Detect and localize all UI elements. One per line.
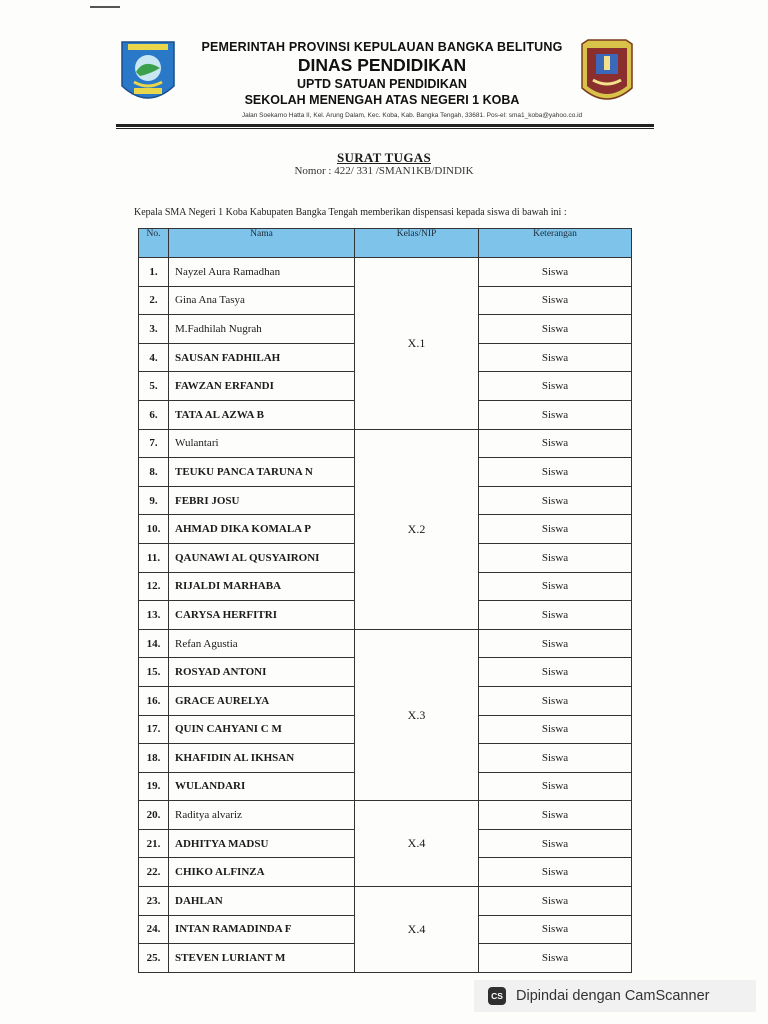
header-keterangan: Keterangan <box>479 229 632 258</box>
camscanner-icon: CS <box>488 987 506 1005</box>
row-number: 14. <box>139 629 169 658</box>
student-name: M.Fadhilah Nugrah <box>169 315 355 344</box>
document-title: SURAT TUGAS <box>337 150 431 165</box>
remark-cell: Siswa <box>479 715 632 744</box>
row-number: 12. <box>139 572 169 601</box>
unit-name: UPTD SATUAN PENDIDIKAN <box>297 77 467 91</box>
remark-cell: Siswa <box>479 744 632 773</box>
camscanner-text: Dipindai dengan CamScanner <box>516 988 710 1004</box>
table-row <box>139 429 632 458</box>
agency-name: DINAS PENDIDIKAN <box>297 55 467 75</box>
row-number: 15. <box>139 658 169 687</box>
table-row <box>139 629 632 658</box>
row-number: 2. <box>139 286 169 315</box>
header-nama: Nama <box>169 229 355 258</box>
remark-cell: Siswa <box>479 858 632 887</box>
document-number: Nomor : 422/ 331 /SMAN1KB/DINDIK <box>294 165 474 177</box>
row-number: 7. <box>139 429 169 458</box>
remark-cell: Siswa <box>479 315 632 344</box>
row-number: 4. <box>139 343 169 372</box>
student-name: INTAN RAMADINDA F <box>169 915 355 944</box>
student-name: STEVEN LURIANT M <box>169 944 355 973</box>
school-emblem-icon <box>578 38 636 108</box>
class-cell: X.3 <box>355 629 479 801</box>
student-name: TATA AL AZWA B <box>169 400 355 429</box>
province-emblem-icon <box>120 38 176 108</box>
student-name: AHMAD DIKA KOMALA P <box>169 515 355 544</box>
row-number: 11. <box>139 543 169 572</box>
row-number: 8. <box>139 458 169 487</box>
header-kelas: Kelas/NIP <box>355 229 479 258</box>
student-name: KHAFIDIN AL IKHSAN <box>169 744 355 773</box>
letterhead-divider <box>116 124 654 129</box>
class-cell: X.4 <box>355 887 479 973</box>
class-cell: X.2 <box>355 429 479 629</box>
row-number: 25. <box>139 944 169 973</box>
student-name: CARYSA HERFITRI <box>169 601 355 630</box>
student-name: Gina Ana Tasya <box>169 286 355 315</box>
student-name: GRACE AURELYA <box>169 686 355 715</box>
remark-cell: Siswa <box>479 772 632 801</box>
student-name: FAWZAN ERFANDI <box>169 372 355 401</box>
student-name: WULANDARI <box>169 772 355 801</box>
remark-cell: Siswa <box>479 458 632 487</box>
remark-cell: Siswa <box>479 343 632 372</box>
table-header-row <box>139 229 632 258</box>
row-number: 9. <box>139 486 169 515</box>
remark-cell: Siswa <box>479 429 632 458</box>
student-name: Nayzel Aura Ramadhan <box>169 258 355 287</box>
row-number: 13. <box>139 601 169 630</box>
row-number: 10. <box>139 515 169 544</box>
remark-cell: Siswa <box>479 515 632 544</box>
remark-cell: Siswa <box>479 801 632 830</box>
school-address: Jalan Soekarno Hatta II, Kel. Arung Dalam, Kec. Koba, Kab. Bangka Tengah, 33681. Pos-el: sma1_koba@yahoo.co.id <box>241 112 583 119</box>
remark-cell: Siswa <box>479 372 632 401</box>
remark-cell: Siswa <box>479 944 632 973</box>
school-name: SEKOLAH MENENGAH ATAS NEGERI 1 KOBA <box>244 93 520 107</box>
student-name: ADHITYA MADSU <box>169 829 355 858</box>
class-cell: X.4 <box>355 801 479 887</box>
government-name: PEMERINTAH PROVINSI KEPULAUAN BANGKA BELITUNG <box>201 40 563 54</box>
row-number: 22. <box>139 858 169 887</box>
row-number: 6. <box>139 400 169 429</box>
student-name: QUIN CAHYANI C M <box>169 715 355 744</box>
student-name: DAHLAN <box>169 887 355 916</box>
table-body <box>139 258 632 973</box>
row-number: 16. <box>139 686 169 715</box>
row-number: 23. <box>139 887 169 916</box>
remark-cell: Siswa <box>479 258 632 287</box>
student-name: Raditya alvariz <box>169 801 355 830</box>
row-number: 20. <box>139 801 169 830</box>
row-number: 18. <box>139 744 169 773</box>
student-name: CHIKO ALFINZA <box>169 858 355 887</box>
scan-mark <box>90 6 120 8</box>
student-name: Refan Agustia <box>169 629 355 658</box>
remark-cell: Siswa <box>479 686 632 715</box>
class-cell: X.1 <box>355 258 479 430</box>
remark-cell: Siswa <box>479 572 632 601</box>
remark-cell: Siswa <box>479 543 632 572</box>
student-name: RIJALDI MARHABA <box>169 572 355 601</box>
remark-cell: Siswa <box>479 400 632 429</box>
student-name: TEUKU PANCA TARUNA N <box>169 458 355 487</box>
student-name: QAUNAWI AL QUSYAIRONI <box>169 543 355 572</box>
student-table <box>138 228 632 973</box>
row-number: 1. <box>139 258 169 287</box>
student-name: FEBRI JOSU <box>169 486 355 515</box>
remark-cell: Siswa <box>479 658 632 687</box>
student-name: SAUSAN FADHILAH <box>169 343 355 372</box>
row-number: 3. <box>139 315 169 344</box>
intro-text: Kepala SMA Negeri 1 Koba Kabupaten Bangka Tengah memberikan dispensasi kepada siswa di bawah ini : <box>134 207 567 218</box>
student-name: ROSYAD ANTONI <box>169 658 355 687</box>
student-name: Wulantari <box>169 429 355 458</box>
camscanner-badge <box>474 980 756 1012</box>
table-row <box>139 258 632 287</box>
row-number: 19. <box>139 772 169 801</box>
table-row <box>139 887 632 916</box>
remark-cell: Siswa <box>479 829 632 858</box>
row-number: 21. <box>139 829 169 858</box>
row-number: 5. <box>139 372 169 401</box>
remark-cell: Siswa <box>479 486 632 515</box>
row-number: 24. <box>139 915 169 944</box>
remark-cell: Siswa <box>479 887 632 916</box>
header-no: No. <box>139 229 169 258</box>
letterhead <box>112 36 652 126</box>
remark-cell: Siswa <box>479 286 632 315</box>
letterhead-text <box>192 40 572 108</box>
remark-cell: Siswa <box>479 915 632 944</box>
remark-cell: Siswa <box>479 629 632 658</box>
table-row <box>139 801 632 830</box>
row-number: 17. <box>139 715 169 744</box>
remark-cell: Siswa <box>479 601 632 630</box>
